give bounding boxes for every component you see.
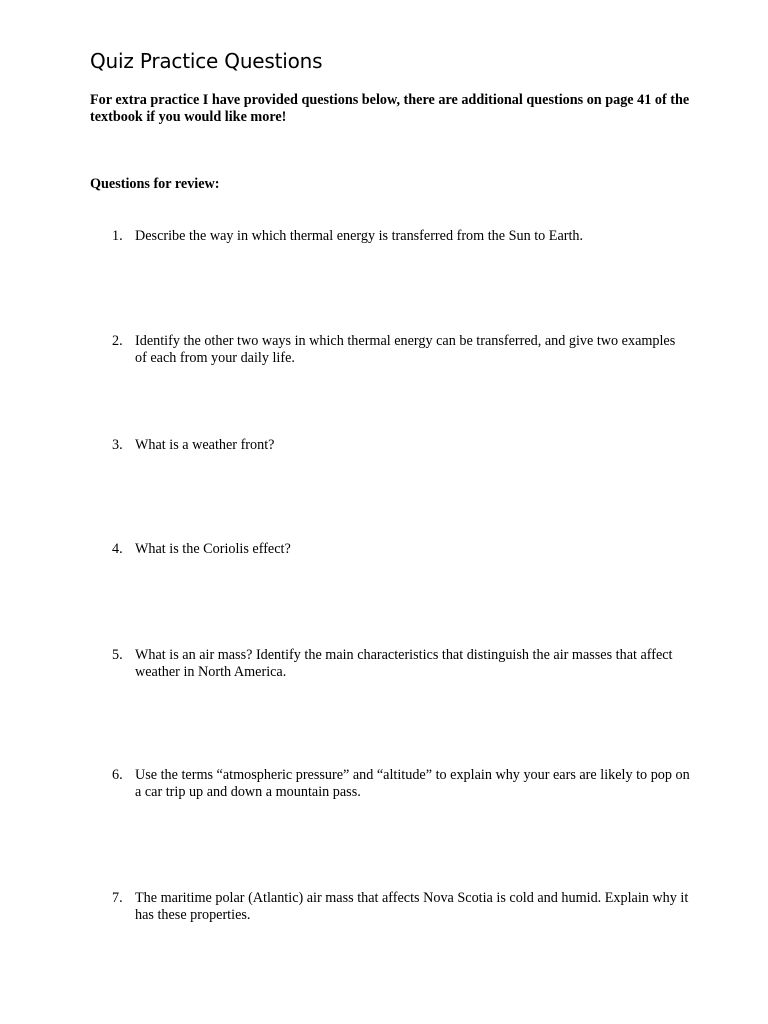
question-number: 2. <box>112 333 123 349</box>
question-text: Describe the way in which thermal energy is transferred from the Sun to Earth. <box>135 228 584 244</box>
question-item <box>90 333 690 367</box>
question-item <box>90 647 690 681</box>
question-text: Use the terms “atmospheric pressure” and “altitude” to explain why your ears are likely to pop on a car trip up and down a mountain pass. <box>135 767 690 800</box>
question-number: 7. <box>112 890 123 906</box>
question-number: 6. <box>112 767 123 783</box>
question-text: What is a weather front? <box>135 437 275 453</box>
review-heading: Questions for review: <box>90 176 220 192</box>
question-item <box>90 890 690 924</box>
question-text: What is the Coriolis effect? <box>135 541 291 557</box>
page-title: Quiz Practice Questions <box>90 49 323 73</box>
intro-paragraph: For extra practice I have provided questions below, there are additional questions on page 41 of the textbook if you would like more! <box>90 92 690 125</box>
question-number: 1. <box>112 228 123 244</box>
question-text: The maritime polar (Atlantic) air mass that affects Nova Scotia is cold and humid. Explain why it has these properties. <box>135 890 689 923</box>
question-text: What is an air mass? Identify the main characteristics that distinguish the air masses that affect weather in North America. <box>135 647 673 680</box>
question-item <box>90 767 690 801</box>
question-item <box>90 541 690 558</box>
question-item <box>90 228 690 245</box>
question-item <box>90 437 690 454</box>
question-text: Identify the other two ways in which thermal energy can be transferred, and give two examples of each from your daily life. <box>135 333 676 366</box>
question-number: 4. <box>112 541 123 557</box>
question-number: 3. <box>112 437 123 453</box>
question-number: 5. <box>112 647 123 663</box>
